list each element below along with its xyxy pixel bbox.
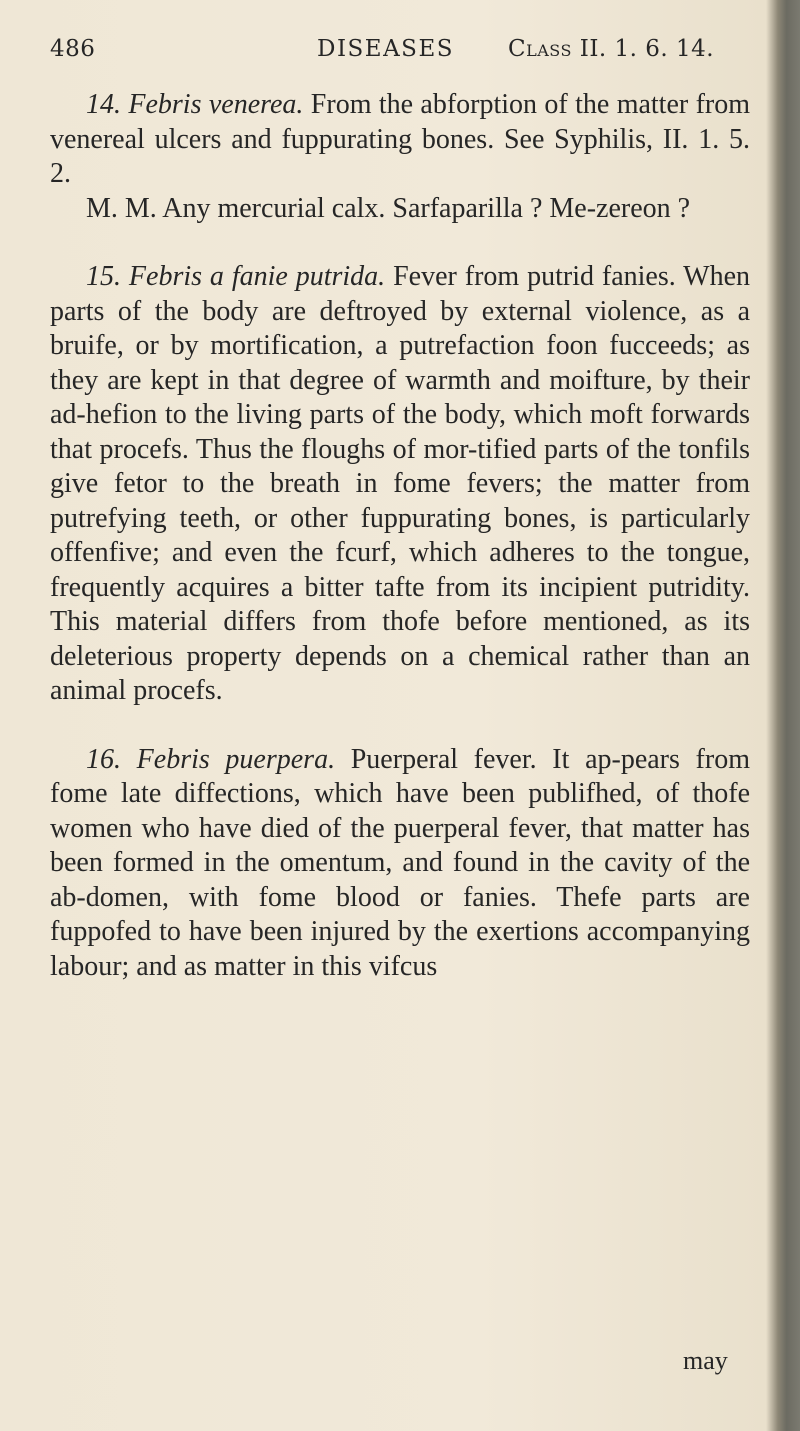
page-edge-shadow	[766, 0, 800, 1431]
page-number: 486	[50, 36, 96, 62]
catchword: may	[683, 1346, 728, 1375]
entry-16-text: Puerperal fever. It ap-pears from fome late diffections, which have been publifhed, of thofe women who have died of the puerperal fever, that matter has been formed in the omentum, and found in the cavity of the ab-domen, with fome blood or fanies. Thefe parts are fuppofed to have been injured by the exertions accompanying labour; and as matter in this vifcus	[50, 743, 750, 982]
entry-14	[50, 88, 750, 192]
entry-16-term: 16. Febris puerpera.	[86, 743, 336, 775]
entry-15-term: 15. Febris a fanie putrida.	[86, 261, 386, 292]
entry-14-materia-medica: M. M. Any mercurial calx. Sarfaparilla ? Me-zereon ?	[86, 192, 691, 224]
entry-15	[50, 260, 750, 709]
page-title: DISEASES	[317, 36, 454, 62]
entry-16	[50, 743, 750, 985]
page-body	[50, 88, 750, 984]
running-head	[50, 36, 750, 76]
entry-14-text: From the abforption of the matter from venereal ulcers and fuppurating bones. See Syphilis, II. 1. 5. 2.	[50, 89, 751, 189]
entry-14-term: 14. Febris venerea.	[86, 89, 304, 120]
entry-15-text: Fever from putrid fanies. When parts of the body are deftroyed by external violence, as a bruife, or by mortification, a putrefaction foon fucceeds; as they are kept in that degree of warmth and moifture, by their ad-hefion to the living parts of the body, which moft forwards that procefs. Thus the floughs of mor-tified parts of the tonfils give fetor to the breath in fome fevers; the matter from putrefying teeth, or other fuppurating bones, is particularly offenfive; and even the fcurf, which adheres to the tongue, frequently acquires a bitter tafte from its incipient putridity. This material differs from thofe before mentioned, as its deleterious property depends on a chemical rather than an animal procefs.	[50, 261, 750, 706]
class-reference: Class II. 1. 6. 14.	[508, 36, 715, 62]
